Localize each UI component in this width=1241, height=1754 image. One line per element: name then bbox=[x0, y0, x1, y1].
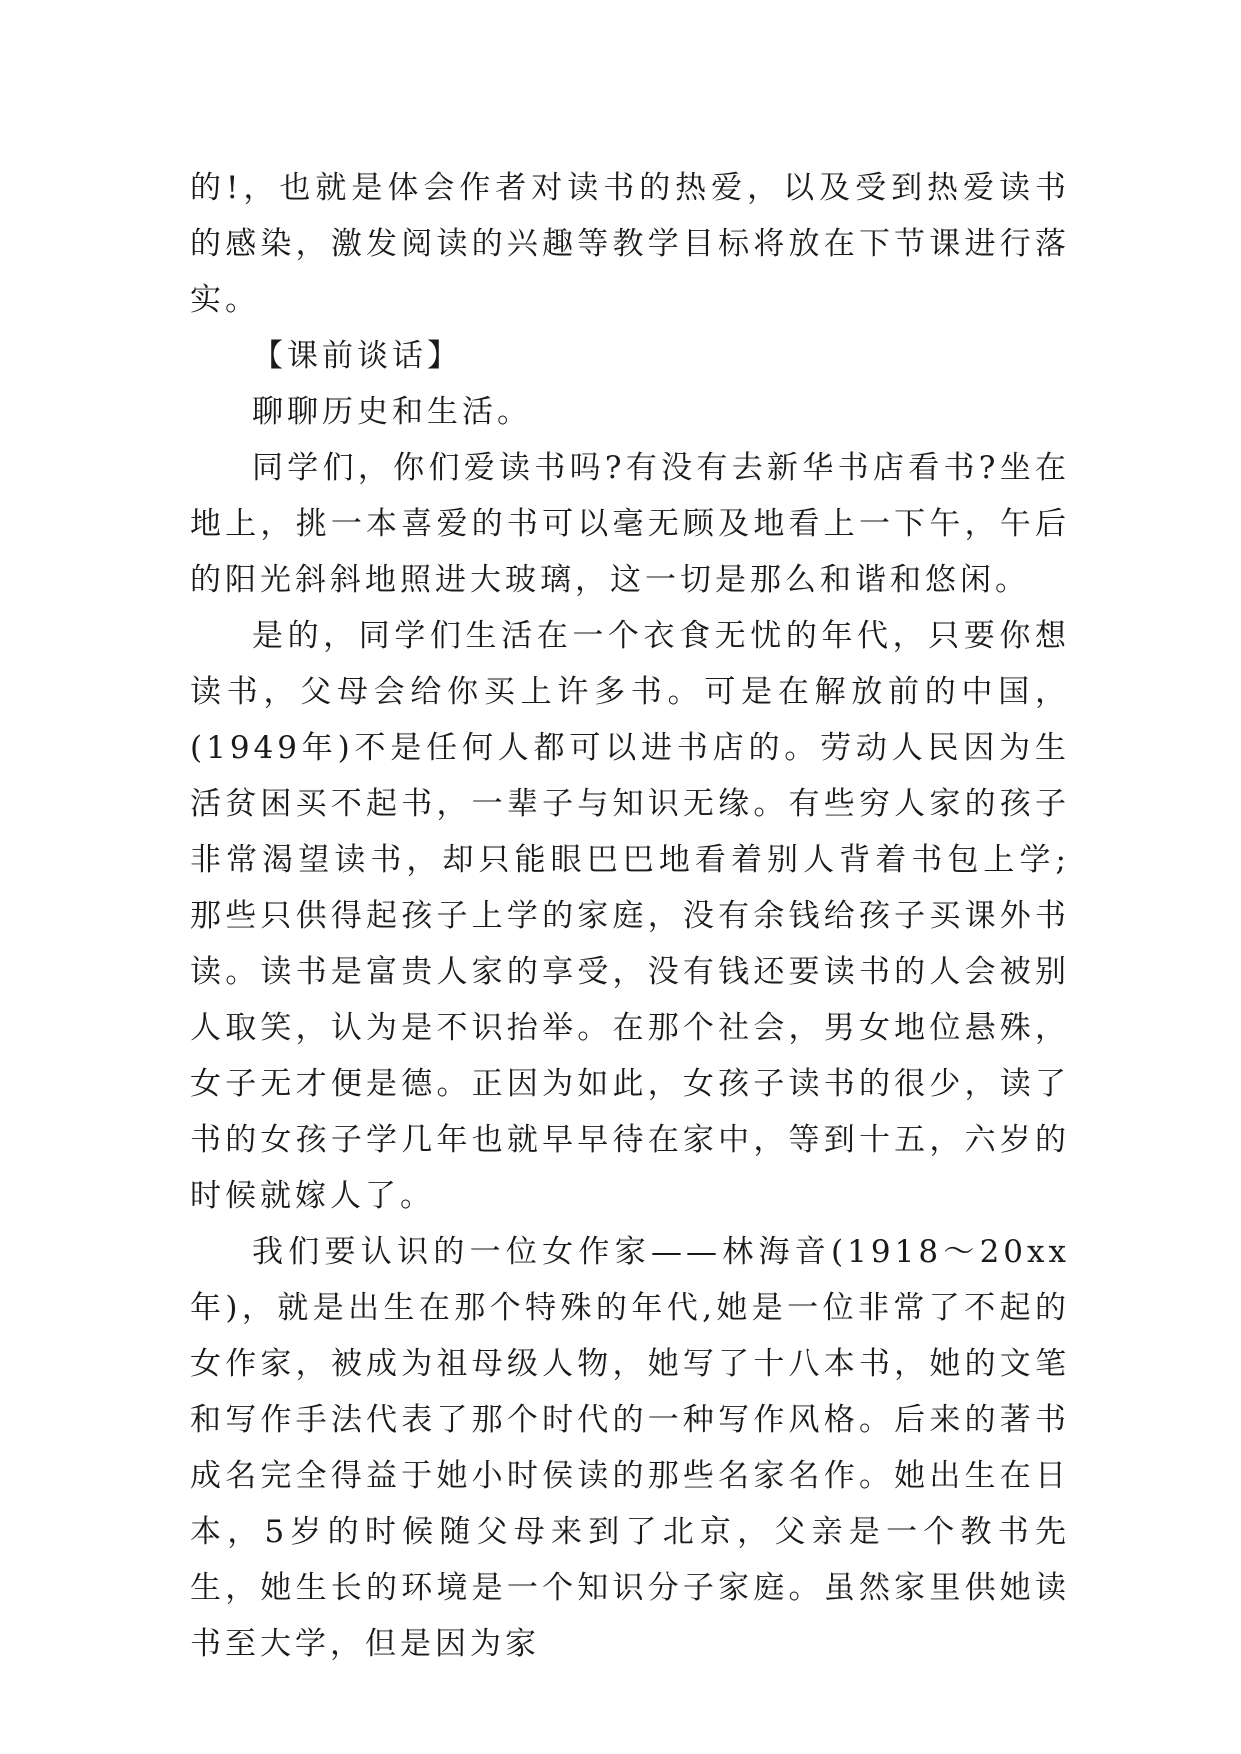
paragraph-6: 我们要认识的一位女作家——林海音(1918～20xx年)，就是出生在那个特殊的年代,她是一位非常了不起的女作家，被成为祖母级人物，她写了十八本书，她的文笔和写作手法代表了那个时代的一种写作风格。后来的著书成名完全得益于她小时侯读的那些名家名作。她出生在日本，5岁的时候随父母来到了北京，父亲是一个教书先生，她生长的环境是一个知识分子家庭。虽然家里供她读书至大学，但是因为家 bbox=[190, 1234, 1070, 1662]
paragraph-4: 同学们，你们爱读书吗?有没有去新华书店看书?坐在地上，挑一本喜爱的书可以毫无顾及地看上一下午，午后的阳光斜斜地照进大玻璃，这一切是那么和谐和悠闲。 bbox=[190, 450, 1070, 598]
paragraph-3: 聊聊历史和生活。 bbox=[252, 394, 532, 430]
body-text bbox=[190, 160, 1070, 1672]
section-heading-pre-class-talk: 【课前谈话】 bbox=[252, 338, 462, 374]
paragraph-1: 的!，也就是体会作者对读书的热爱，以及受到热爱读书的感染，激发阅读的兴趣等教学目标将放在下节课进行落实。 bbox=[190, 170, 1070, 318]
paragraph-5: 是的，同学们生活在一个衣食无忧的年代，只要你想读书，父母会给你买上许多书。可是在解放前的中国，(1949年)不是任何人都可以进书店的。劳动人民因为生活贫困买不起书，一辈子与知识无缘。有些穷人家的孩子非常渴望读书，却只能眼巴巴地看着别人背着书包上学;那些只供得起孩子上学的家庭，没有余钱给孩子买课外书读。读书是富贵人家的享受，没有钱还要读书的人会被别人取笑，认为是不识抬举。在那个社会，男女地位悬殊，女子无才便是德。正因为如此，女孩子读书的很少，读了书的女孩子学几年也就早早待在家中，等到十五，六岁的时候就嫁人了。 bbox=[190, 618, 1070, 1214]
